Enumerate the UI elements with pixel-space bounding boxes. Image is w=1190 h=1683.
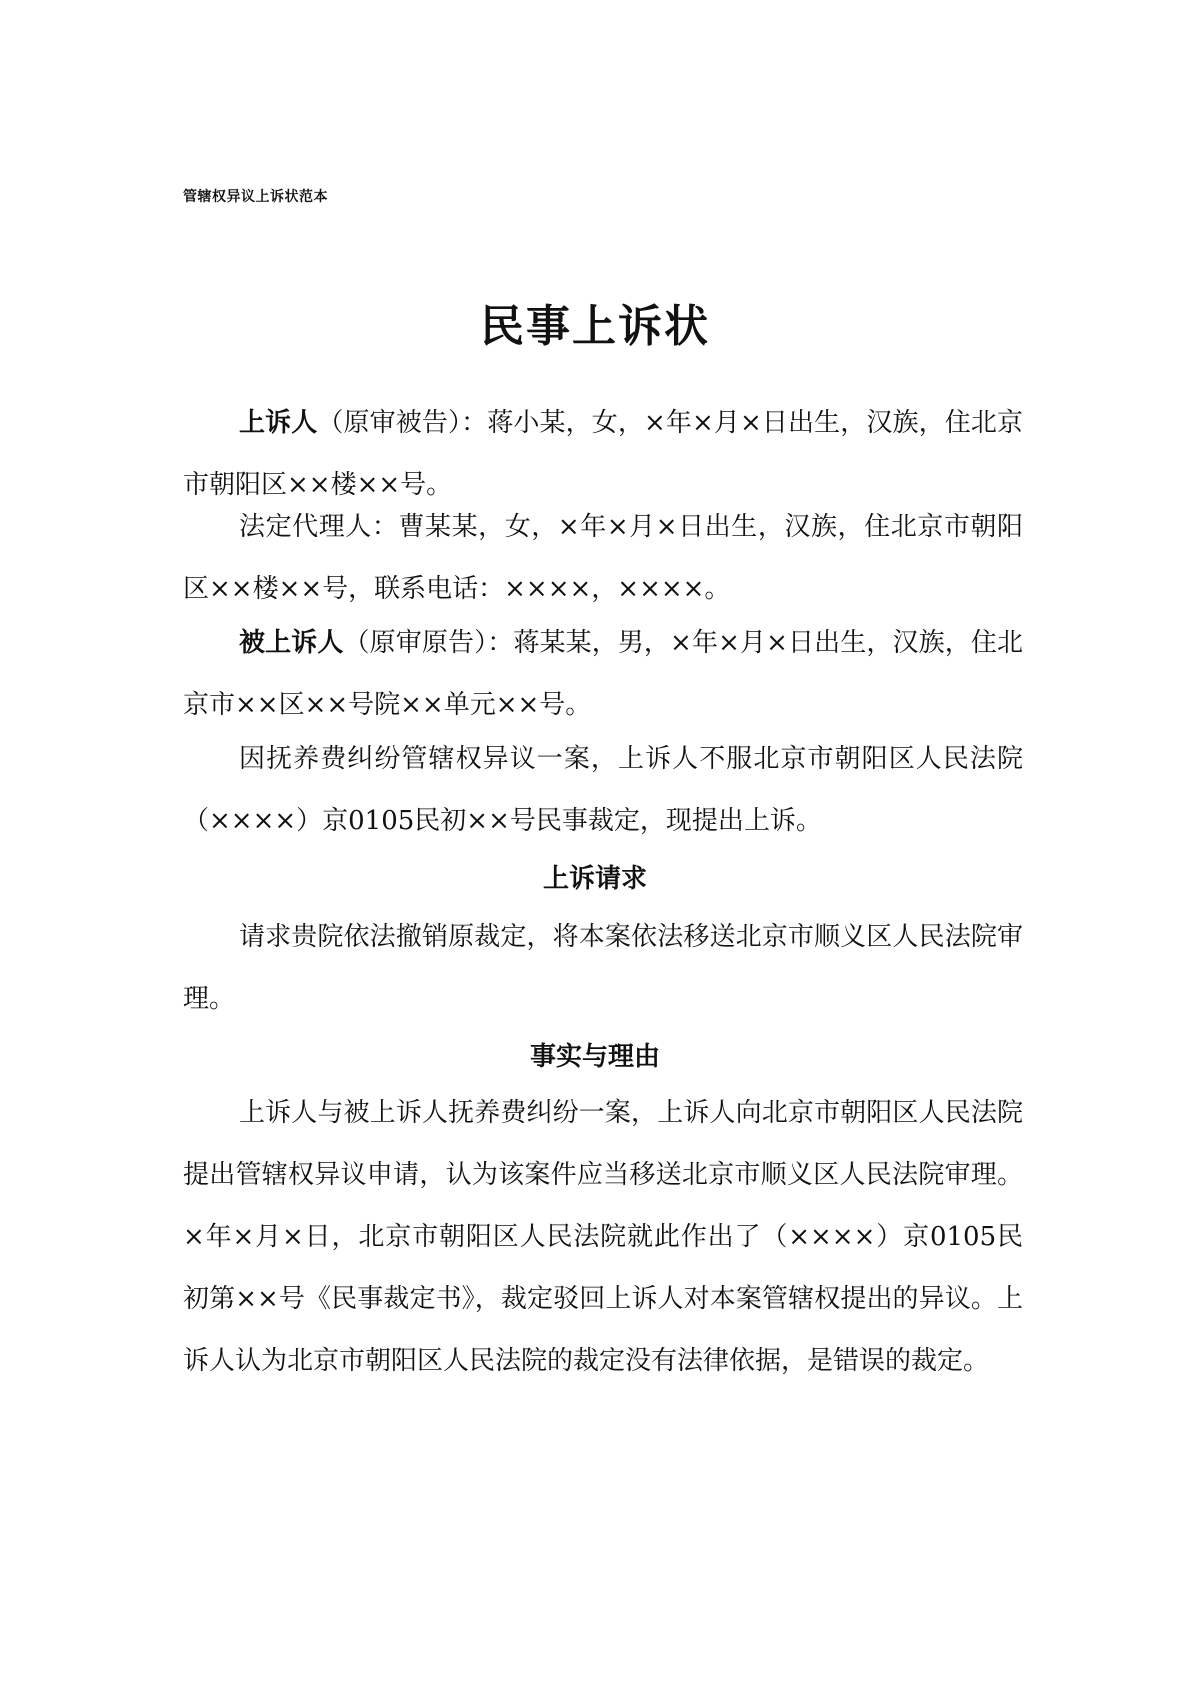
legal-agent-paragraph: 法定代理人：曹某某，女，×年×月×日出生，汉族，住北京市朝阳区××楼××号，联系电话：××××，××××。 bbox=[183, 512, 1023, 604]
appellee-label: 被上诉人 bbox=[239, 628, 344, 658]
appeal-request-paragraph: 请求贵院依法撤销原裁定，将本案依法移送北京市顺义区人民法院审理。 bbox=[183, 922, 1023, 1014]
appeal-request-heading: 上诉请求 bbox=[542, 864, 647, 894]
appellee-paragraph bbox=[183, 612, 1023, 736]
document-header-label: 管辖权异议上诉状范本 bbox=[183, 189, 328, 205]
document-title: 民事上诉状 bbox=[480, 301, 710, 352]
case-intro-paragraph: 因抚养费纠纷管辖权异议一案，上诉人不服北京市朝阳区人民法院（××××）京0105民初××号民事裁定，现提出上诉。 bbox=[183, 744, 1023, 836]
appellant-details: （原审被告）：蒋小某，女，×年×月×日出生，汉族，住北京市朝阳区××楼××号。 bbox=[183, 408, 1023, 500]
appellant-label: 上诉人 bbox=[239, 408, 318, 438]
facts-reasons-heading: 事实与理由 bbox=[529, 1042, 660, 1072]
facts-reasons-paragraph: 上诉人与被上诉人抚养费纠纷一案，上诉人向北京市朝阳区人民法院提出管辖权异议申请，认为该案件应当移送北京市顺义区人民法院审理。×年×月×日，北京市朝阳区人民法院就此作出了（××××）京0105民初第××号《民事裁定书》，裁定驳回上诉人对本案管辖权提出的异议。上诉人认为北京市朝阳区人民法院的裁定没有法律依据，是错误的裁定。 bbox=[183, 1098, 1023, 1376]
appellee-details: （原审原告）：蒋某某，男，×年×月×日出生，汉族，住北京市××区××号院××单元××号。 bbox=[183, 628, 1023, 720]
